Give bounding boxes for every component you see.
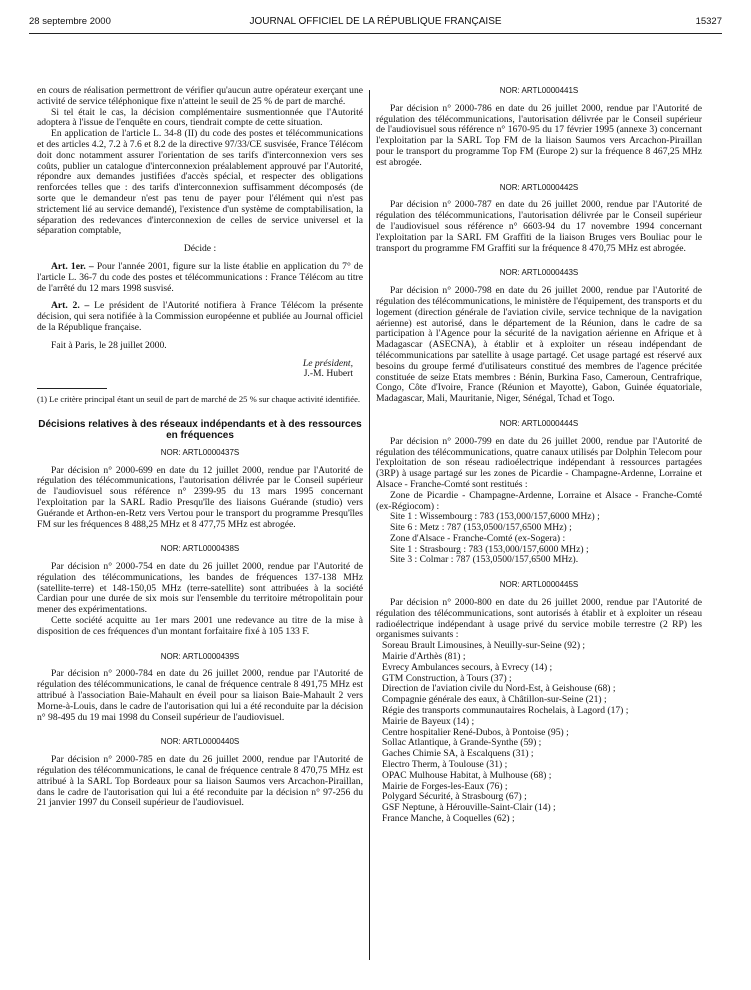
paragraph: en cours de réalisation permettront de vérifier qu'aucun autre opérateur exerçant une activité de service téléphonique fixe n'atteint le seuil de 25 % de part de marché. (37, 85, 363, 107)
organisation-item: Direction de l'aviation civile du Nord-Est, à Geishouse (68) ; (382, 683, 616, 695)
organisation-item: OPAC Mulhouse Habitat, à Mulhouse (68) ; (382, 769, 552, 781)
decision-paragraph: Par décision n° 2000-699 en date du 12 juillet 2000, rendue par l'Autorité de régulation des télécommunications, l'autorisation délivrée par le Conseil supérieur de l'audiovisuel sous référence n° 2399-95 du 13 mars 1995 concernant l'exploitation par la SARL Radio Presqu'île des liaisons Guérande (studio) vers Guérande et Arthon-en-Retz vers Vertou pour le transport du programme Presqu'îles FM sur les fréquences 8 488,25 MHz et 8 477,75 MHz est abrogée. (37, 464, 363, 530)
nor-reference: NOR: ARTL0000437S (160, 447, 240, 457)
zone-label: Zone d'Alsace - Franche-Comté (ex-Sogera) : (390, 532, 566, 544)
organisation-item: Compagnie générale des eaux, à Châtillon-sur-Seine (21) ; (382, 694, 607, 706)
organisation-item: Mairie de Forges-les-Eaux (76) ; (382, 780, 508, 792)
left-column (37, 86, 363, 809)
decision-paragraph: Par décision n° 2000-785 en date du 26 juillet 2000, rendue par l'Autorité de régulation des télécommunications, le canal de fréquence centrale 8 470,75 MHz est attribué à la SARL Top Bordeaux pour sa liaison Saumos vers Arcachon-Piraillan, dans le cadre de l'autorisation qui lui a été reconduite par la décision n° 97-256 du 21 janvier 1997 du Conseil supérieur de l'audiovisuel. (37, 754, 363, 809)
organisation-item: GSF Neptune, à Hérouville-Saint-Clair (14) ; (382, 802, 556, 814)
article-label: Art. 1er. – (51, 260, 94, 272)
decision-paragraph: Par décision n° 2000-800 en date du 26 juillet 2000, rendue par l'Autorité de régulation des télécommunications, sont autorisés à établir et à exploiter un réseau radioélectrique indépendant à usage privé du service mobile terrestre (2 RP) les organismes suivants : (376, 597, 702, 641)
organisation-item: Polygard Sécurité, à Strasbourg (67) ; (382, 791, 527, 803)
organisation-item: Mairie d'Arthès (81) ; (382, 651, 466, 663)
zone-label: Zone de Picardie - Champagne-Ardenne, Lorraine et Alsace - Franche-Comté (ex-Régiocom) : (376, 489, 702, 512)
decision-paragraph: Par décision n° 2000-799 en date du 26 juillet 2000, rendue par l'Autorité de régulation des télécommunications, quatre canaux utilisés par Dolphin Telecom pour l'exploitation de son réseau radioélectrique indépendant à ressources partagées (3RP) à usage partagé sur les zones de Picardie - Champagne-Ardenne, Lorraine et Alsace - Franche-Comté sont restitués : (376, 435, 702, 490)
header-date: 28 septembre 2000 (29, 16, 111, 27)
nor-reference: NOR: ARTL0000442S (499, 182, 579, 192)
done-at: Fait à Paris, le 28 juillet 2000. (51, 339, 167, 351)
nor-reference: NOR: ARTL0000441S (499, 86, 579, 95)
article-label: Art. 2. – (51, 300, 90, 312)
decision-paragraph: Par décision n° 2000-786 en date du 26 juillet 2000, rendue par l'Autorité de régulation des télécommunications, l'autorisation délivrée par le Conseil supérieur de l'audiovisuel sous référence n° 1670-95 du 17 février 1995 (annexe 3) concernant l'exploitation par la SARL Top FM de la liaison Saumos vers Arcachon-Piraillan pour le transport du programme Top FM (Europe 2) sur la fréquence 8 467,25 MHz est abrogée. (376, 102, 702, 168)
right-column (376, 86, 702, 825)
site-line: Site 1 : Wissembourg : 783 (153,000/157,6000 MHz) ; (390, 511, 600, 523)
nor-reference: NOR: ARTL0000439S (160, 651, 240, 661)
nor-reference: NOR: ARTL0000443S (499, 268, 579, 278)
organisation-item: Evrecy Ambulances secours, à Evrecy (14) ; (382, 661, 553, 673)
paragraph: Si tel était le cas, la décision complémentaire susmentionnée que l'Autorité adoptera à l'issue de l'enquête en cours, tiendrait compte de cette situation. (37, 106, 363, 129)
article-1 (37, 262, 363, 294)
signature-name: J.-M. Hubert (303, 368, 353, 380)
organisation-item: GTM Construction, à Tours (37) ; (382, 672, 512, 684)
site-line: Site 6 : Metz : 787 (153,0500/157,6500 MHz) ; (390, 522, 572, 534)
site-line: Site 1 : Strasbourg : 783 (153,000/157,6000 MHz) ; (390, 543, 589, 555)
organisation-item: Soreau Brault Limousines, à Neuilly-sur-Seine (92) ; (382, 640, 586, 652)
nor-reference: NOR: ARTL0000445S (499, 580, 579, 590)
organisation-item: Sollac Atlantique, à Grande-Synthe (59) ; (382, 737, 542, 749)
organisation-list (376, 641, 702, 825)
section-heading: Décisions relatives à des réseaux indépendants et à des ressources en fréquences (38, 418, 362, 441)
signature-title: Le président, (302, 357, 353, 369)
organisation-item: Centre hospitalier René-Dubos, à Pontoise (95) ; (382, 726, 569, 738)
article-2 (37, 301, 363, 333)
decision-paragraph: Par décision n° 2000-784 en date du 26 juillet 2000, rendue par l'Autorité de régulation des télécommunications, le canal de fréquence centrale 8 491,75 MHz est attribué à l'association Baie-Mahault en éveil pour sa liaison Baie-Mahault 2 vers Morne-à-Louis, dans le cadre de l'autorisation qui lui a été reconduite par la décision n° 98-495 du 19 mai 1998 du Conseil supérieur de l'audiovisuel. (37, 668, 363, 723)
paragraph: En application de l'article L. 34-8 (II) du code des postes et télécommunications et des articles 4.2, 7.2 à 7.6 et 8.2 de la directive 97/33/CE susvisée, France Télécom doit donc notamment assurer l'orientation de ses tarifs d'interconnexion vers ses coûts, publier un catalogue d'interconnexion préalablement approuvé par l'Autorité, répondre aux demandes justifiées d'accès spécial, et respecter des obligations renforcées telles que : des tarifs d'interconnexion suffisamment décomposés (de sorte que le demandeur n'est pas tenu de payer pour l'élément qui n'est pas strictement lié au service demandé), l'existence d'un système de comptabilisation, la séparation des redevances d'interconnexion de celles de service universel et la séparation comptable, (37, 128, 363, 237)
organisation-item: Gaches Chimie SA, à Escalquens (31) ; (382, 748, 534, 760)
site-line: Site 3 : Colmar : 787 (153,0500/157,6500 MHz). (390, 554, 579, 566)
decision-paragraph: Par décision n° 2000-754 en date du 26 juillet 2000, rendue par l'Autorité de régulation des télécommunications, les bandes de fréquences 137-138 MHz (satellite-terre) et 148-150,05 MHz (terre-satellite) sont attribuées à la société Cardian pour une durée de six mois sur l'ensemble du territoire métropolitain pour mener des expérimentations. (37, 561, 363, 616)
header-rule (29, 33, 722, 34)
footnote-rule (37, 388, 107, 389)
nor-reference: NOR: ARTL0000444S (499, 418, 579, 428)
organisation-item: Electro Therm, à Toulouse (31) ; (382, 759, 508, 771)
article-text: Le président de l'Autorité notifiera à France Télécom la présente décision, qui sera notifiée à la Commission européenne et publiée au Journal officiel de la République française. (37, 300, 363, 333)
page-header (29, 16, 722, 30)
nor-reference: NOR: ARTL0000440S (160, 737, 240, 747)
page-number: 15327 (695, 16, 722, 27)
nor-reference: NOR: ARTL0000438S (160, 544, 240, 554)
article-text: Pour l'année 2001, figure sur la liste établie en application du 7° de l'article L. 36-7 du code des postes et télécommunications : France Télécom au titre de l'arrêté du 12 mars 1998 susvisé. (37, 260, 363, 294)
column-divider (369, 90, 370, 960)
decide-heading: Décide : (183, 243, 217, 255)
decision-paragraph: Par décision n° 2000-787 en date du 26 juillet 2000, rendue par l'Autorité de régulation des télécommunications, l'autorisation délivrée par le Conseil supérieur de l'audiovisuel sous référence n° 6603-94 du 17 novembre 1994 concernant l'exploitation par la SARL FM Graffiti de la liaison Bruges vers Bouliac pour le transport du programme FM Graffiti sur la fréquence 8 470,75 MHz est abrogée. (376, 199, 702, 254)
footnote: (1) Le critère principal étant un seuil de part de marché de 25 % sur chaque activité identifiée. (37, 394, 361, 405)
decision-paragraph: Cette société acquitte au 1er mars 2001 une redevance au titre de la mise à disposition de ces fréquences d'un montant forfaitaire fixé à 105 133 F. (37, 615, 363, 637)
organisation-item: Mairie de Bayeux (14) ; (382, 715, 475, 727)
organisation-item: France Manche, à Coquelles (62) ; (382, 813, 515, 825)
decision-paragraph: Par décision n° 2000-798 en date du 26 juillet 2000, rendue par l'Autorité de régulation des télécommunications, le ministère de l'équipement, des transports et du logement (direction générale de l'aviation civile, service technique de la navigation aérienne) est autorisé, dans le département de la Réunion, dans le cadre de sa participation à l'Agence pour la sécurité de la navigation aérienne en Afrique et à Madagascar (ASECNA), à établir et à exploiter un réseau indépendant de télécommunications par satellite à usage partagé. Cet usage partagé est réservé aux besoins du groupe fermé d'utilisateurs constitué des membres de l'agence précitée constituée de seize Etats membres : Bénin, Burkina Faso, Cameroun, Centrafrique, Congo, Côte d'Ivoire, France (Réunion et Mayotte), Gabon, Guinée équatoriale, Madagascar, Mali, Mauritanie, Niger, Sénégal, Tchad et Togo. (376, 285, 702, 405)
organisation-item: Régie des transports communautaires Rochelais, à Lagord (17) ; (382, 705, 629, 717)
journal-title: JOURNAL OFFICIEL DE LA RÉPUBLIQUE FRANÇAISE (249, 16, 502, 27)
